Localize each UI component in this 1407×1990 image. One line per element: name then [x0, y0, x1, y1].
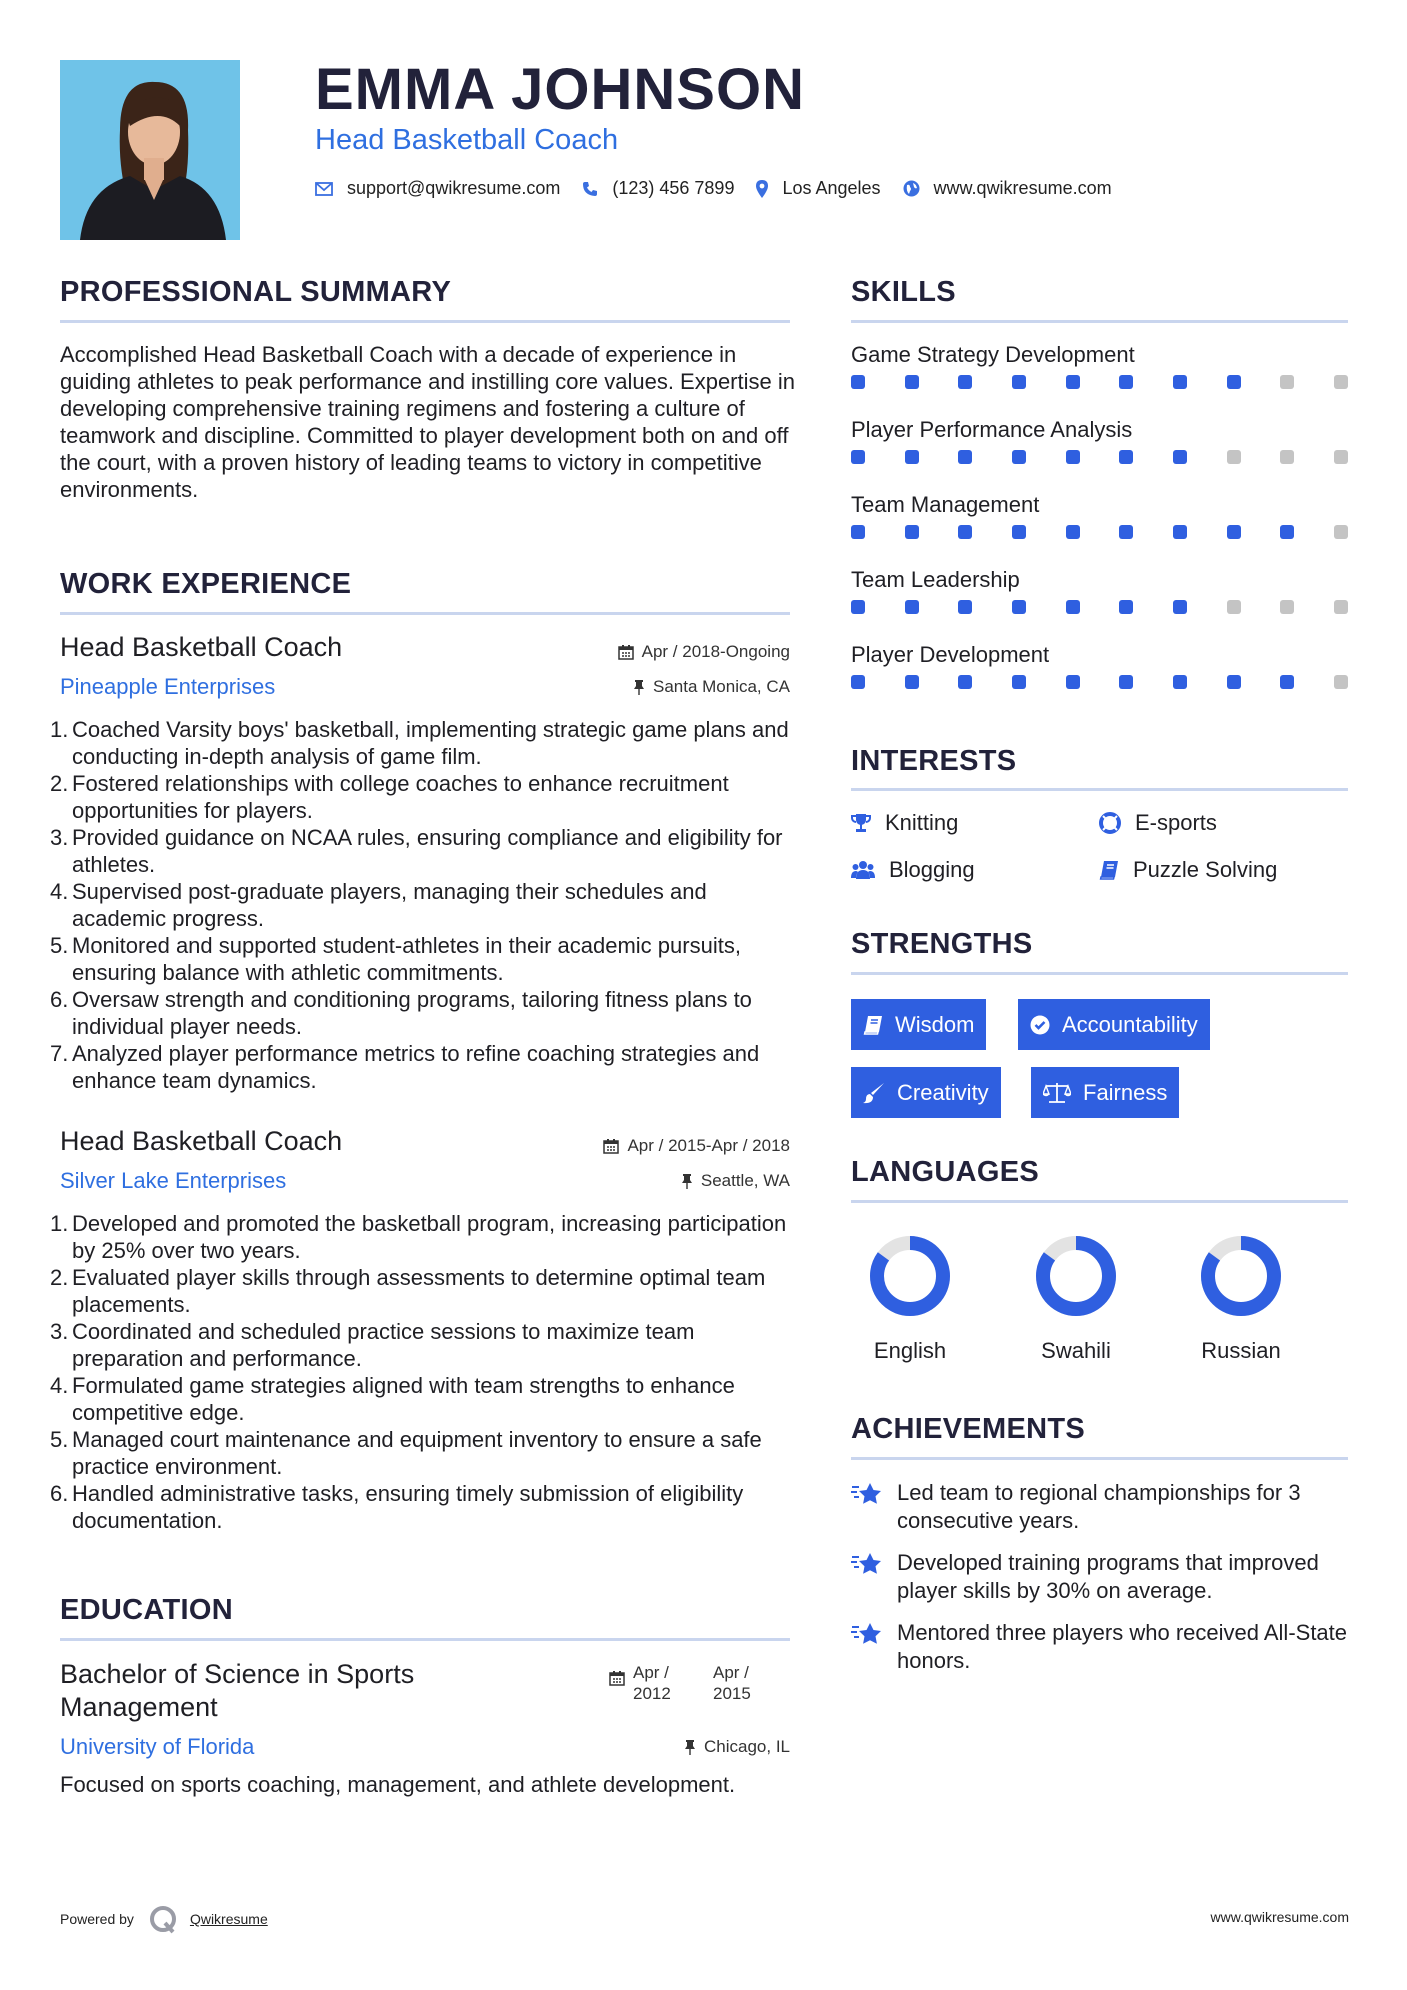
rating-dot-filled: [1066, 525, 1080, 539]
list-item: 7. Analyzed player performance metrics to refine coaching strategies and enhance team dynamics.: [50, 1041, 760, 1093]
strength-tag: [1018, 999, 1210, 1050]
rating-dot-filled: [851, 600, 865, 614]
contact-location: Los Angeles: [782, 178, 881, 198]
rating-dot-filled: [958, 600, 972, 614]
skill-rating: [851, 525, 1348, 539]
footer-powered: [60, 1904, 268, 1934]
rating-dot-empty: [1334, 450, 1348, 464]
rating-dot-filled: [958, 450, 972, 464]
rating-dot-filled: [1066, 375, 1080, 389]
skill-item: [851, 342, 1348, 417]
strength-label: Creativity: [897, 1079, 989, 1105]
job-company[interactable]: Silver Lake Enterprises: [60, 1168, 287, 1193]
strength-tag: [851, 999, 986, 1050]
rating-dot-filled: [958, 675, 972, 689]
summary-divider: [60, 320, 790, 323]
globe-icon: [903, 180, 920, 197]
list-item: 4. Supervised post-graduate players, managing their schedules and academic progress.: [50, 879, 707, 931]
rating-dot-empty: [1280, 375, 1294, 389]
education-description: Focused on sports coaching, management, and athlete development.: [60, 1772, 736, 1797]
interest-item: [851, 810, 958, 836]
profile-photo: [60, 60, 240, 240]
education-heading: EDUCATION: [60, 1594, 233, 1626]
rating-dot-filled: [1119, 450, 1133, 464]
rating-dot-filled: [851, 675, 865, 689]
powered-by-text: Powered by: [60, 1911, 134, 1927]
summary-text: Accomplished Head Basketball Coach with a decade of experience in guiding athletes to peak performance and instilling core values. Expertise in developing comprehensive training regimens and fostering a culture of teamwork and discipline. Committed to player development both on and off the court, with a proven history of leading teams to victory in competitive environments.: [60, 342, 795, 502]
school-name[interactable]: University of Florida: [60, 1734, 255, 1759]
rating-dot-filled: [1119, 600, 1133, 614]
rating-dot-filled: [1227, 375, 1241, 389]
skill-rating: [851, 375, 1348, 389]
skills-divider: [851, 320, 1348, 323]
education-location-text: Chicago, IL: [704, 1737, 790, 1756]
rating-dot-filled: [1173, 600, 1187, 614]
book-icon: [863, 1015, 883, 1035]
rating-dot-filled: [1173, 525, 1187, 539]
contact-phone[interactable]: (123) 456 7899: [612, 178, 735, 198]
skill-rating: [851, 675, 1348, 689]
list-item: 4. Formulated game strategies aligned with team strengths to enhance competitive edge.: [50, 1373, 735, 1425]
phone-icon: [582, 181, 598, 197]
interest-label: E-sports: [1135, 810, 1217, 835]
job-company[interactable]: Pineapple Enterprises: [60, 674, 276, 699]
language-item: [1186, 1232, 1296, 1364]
pushpin-icon: [633, 679, 645, 695]
envelope-icon: [315, 182, 333, 196]
check-circle-icon: [1030, 1015, 1050, 1035]
rating-dot-empty: [1334, 525, 1348, 539]
skills-heading: SKILLS: [851, 276, 956, 308]
achievement-text: Developed training programs that improved player skills by 30% on average.: [897, 1550, 1319, 1603]
rating-dot-filled: [1066, 675, 1080, 689]
achievement-item: [851, 1479, 1351, 1535]
rating-dot-empty: [1227, 600, 1241, 614]
skills-list: [851, 342, 1348, 717]
language-name: Russian: [1201, 1338, 1281, 1363]
rating-dot-filled: [1119, 525, 1133, 539]
footer-website[interactable]: www.qwikresume.com: [1210, 1909, 1349, 1925]
skill-item: [851, 417, 1348, 492]
interest-item: [1099, 810, 1217, 836]
rating-dot-filled: [1066, 450, 1080, 464]
interests-divider: [851, 788, 1348, 791]
rating-dot-filled: [1119, 675, 1133, 689]
rating-dot-filled: [958, 525, 972, 539]
achievements-heading: ACHIEVEMENTS: [851, 1413, 1086, 1445]
contact-row: [315, 178, 1134, 199]
contact-email[interactable]: support@qwikresume.com: [347, 178, 561, 198]
star-icon: [851, 1481, 883, 1507]
list-item: 3. Coordinated and scheduled practice sessions to maximize team preparation and performance.: [50, 1319, 695, 1371]
star-icon: [851, 1621, 883, 1647]
job-responsibilities: [50, 1210, 795, 1534]
skill-item: [851, 567, 1348, 642]
lifebuoy-icon: [1099, 812, 1121, 834]
rating-dot-empty: [1334, 600, 1348, 614]
job-title: Head Basketball Coach: [60, 1126, 343, 1156]
map-marker-icon: [756, 180, 768, 198]
list-item: 2. Evaluated player skills through assessments to determine optimal team placements.: [50, 1265, 766, 1317]
languages-list: [855, 1232, 1335, 1372]
rating-dot-filled: [1173, 450, 1187, 464]
list-item: 3. Provided guidance on NCAA rules, ensuring compliance and eligibility for athletes.: [50, 825, 783, 877]
job-dates: [618, 642, 790, 662]
rating-dot-filled: [905, 675, 919, 689]
rating-dot-filled: [1173, 375, 1187, 389]
rating-dot-filled: [905, 450, 919, 464]
language-name: Swahili: [1041, 1338, 1111, 1363]
language-gauge: [866, 1232, 954, 1320]
strength-tag: [1031, 1067, 1179, 1118]
skill-rating: [851, 600, 1348, 614]
education-start: Apr / 2012: [633, 1663, 671, 1703]
interest-label: Knitting: [885, 810, 959, 835]
strengths-heading: STRENGTHS: [851, 928, 1033, 960]
achievement-text: Led team to regional championships for 3 consecutive years.: [897, 1480, 1301, 1533]
education-dates: [609, 1662, 769, 1704]
pushpin-icon: [684, 1739, 696, 1755]
strength-label: Wisdom: [895, 1011, 975, 1037]
skill-name: Game Strategy Development: [851, 342, 1135, 367]
rating-dot-filled: [1280, 675, 1294, 689]
experience-divider: [60, 612, 790, 615]
rating-dot-filled: [1012, 525, 1026, 539]
calendar-icon: [603, 1138, 619, 1154]
language-gauge: [1197, 1232, 1285, 1320]
footer-brand-link[interactable]: Qwikresume: [189, 1911, 268, 1927]
achievement-text: Mentored three players who received All-State honors.: [897, 1620, 1348, 1673]
education-end: Apr / 2015: [713, 1663, 751, 1703]
education-location: [684, 1737, 790, 1757]
interest-item: [851, 857, 975, 883]
rating-dot-filled: [1012, 375, 1026, 389]
scale-icon: [1043, 1082, 1071, 1104]
job-dates-text: Apr / 2018-Ongoing: [641, 642, 790, 661]
rating-dot-filled: [851, 375, 865, 389]
rating-dot-empty: [1280, 600, 1294, 614]
users-icon: [851, 860, 875, 880]
interest-label: Blogging: [889, 857, 975, 882]
candidate-name: EMMA JOHNSON: [315, 57, 805, 122]
rating-dot-filled: [1066, 600, 1080, 614]
rating-dot-filled: [1173, 675, 1187, 689]
rating-dot-filled: [905, 600, 919, 614]
rating-dot-filled: [1012, 450, 1026, 464]
strength-label: Fairness: [1083, 1079, 1168, 1105]
brush-icon: [863, 1082, 885, 1104]
rating-dot-filled: [905, 525, 919, 539]
skill-name: Team Management: [851, 492, 1040, 517]
achievement-item: [851, 1549, 1351, 1605]
rating-dot-filled: [1119, 375, 1133, 389]
job-location-text: Santa Monica, CA: [652, 677, 790, 696]
list-item: 6. Handled administrative tasks, ensuring timely submission of eligibility documentation.: [50, 1481, 744, 1533]
job-location: [633, 677, 790, 697]
rating-dot-filled: [1280, 525, 1294, 539]
rating-dot-filled: [851, 525, 865, 539]
rating-dot-filled: [905, 375, 919, 389]
skill-name: Player Development: [851, 642, 1050, 667]
rating-dot-filled: [1227, 525, 1241, 539]
rating-dot-filled: [1012, 675, 1026, 689]
rating-dot-empty: [1280, 450, 1294, 464]
language-item: [855, 1232, 965, 1364]
education-divider: [60, 1638, 790, 1641]
strengths-divider: [851, 972, 1348, 975]
skill-item: [851, 492, 1348, 567]
calendar-icon: [609, 1670, 625, 1686]
strength-label: Accountability: [1062, 1011, 1198, 1037]
list-item: 2. Fostered relationships with college coaches to enhance recruitment opportunities for players.: [50, 771, 729, 823]
job-title: Head Basketball Coach: [60, 632, 343, 662]
candidate-title: Head Basketball Coach: [315, 124, 619, 156]
language-name: English: [873, 1338, 947, 1363]
list-item: 1. Coached Varsity boys' basketball, implementing strategic game plans and conducting in-depth analysis of game film.: [50, 717, 789, 769]
list-item: 1. Developed and promoted the basketball program, increasing participation by 25% over two years.: [50, 1211, 787, 1263]
job-location: [681, 1171, 790, 1191]
achievements-list: [851, 1479, 1351, 1675]
book-icon: [1099, 860, 1119, 880]
list-item: 5. Managed court maintenance and equipment inventory to ensure a safe practice environment.: [50, 1427, 762, 1479]
rating-dot-filled: [851, 450, 865, 464]
summary-heading: PROFESSIONAL SUMMARY: [60, 276, 452, 308]
list-item: 6. Oversaw strength and conditioning programs, tailoring fitness plans to individual player needs.: [50, 987, 752, 1039]
contact-website[interactable]: www.qwikresume.com: [933, 178, 1112, 198]
job-dates: [603, 1136, 790, 1156]
experience-heading: WORK EXPERIENCE: [60, 568, 352, 600]
job-responsibilities: [50, 716, 795, 1094]
skill-name: Player Performance Analysis: [851, 417, 1133, 442]
rating-dot-empty: [1227, 450, 1241, 464]
qwikresume-logo-icon: [148, 1904, 178, 1934]
skill-item: [851, 642, 1348, 717]
language-gauge: [1032, 1232, 1120, 1320]
pushpin-icon: [681, 1173, 693, 1189]
list-item: 5. Monitored and supported student-athletes in their academic pursuits, ensuring balance with athletic commitments.: [50, 933, 741, 985]
job-location-text: Seattle, WA: [700, 1171, 790, 1190]
interest-label: Puzzle Solving: [1133, 857, 1278, 882]
rating-dot-filled: [1227, 675, 1241, 689]
languages-divider: [851, 1200, 1348, 1203]
rating-dot-empty: [1334, 675, 1348, 689]
interest-item: [1099, 857, 1277, 883]
calendar-icon: [618, 644, 634, 660]
interests-heading: INTERESTS: [851, 745, 1017, 777]
degree-title: Bachelor of Science in Sports Management: [60, 1659, 415, 1722]
skill-name: Team Leadership: [851, 567, 1020, 592]
achievement-item: [851, 1619, 1351, 1675]
portrait-image: [60, 60, 240, 240]
job-dates-text: Apr / 2015-Apr / 2018: [627, 1136, 790, 1155]
trophy-icon: [851, 813, 871, 833]
rating-dot-empty: [1334, 375, 1348, 389]
rating-dot-filled: [958, 375, 972, 389]
rating-dot-filled: [1012, 600, 1026, 614]
language-item: [1021, 1232, 1131, 1364]
languages-heading: LANGUAGES: [851, 1156, 1039, 1188]
star-icon: [851, 1551, 883, 1577]
achievements-divider: [851, 1457, 1348, 1460]
strength-tag: [851, 1067, 1001, 1118]
skill-rating: [851, 450, 1348, 464]
